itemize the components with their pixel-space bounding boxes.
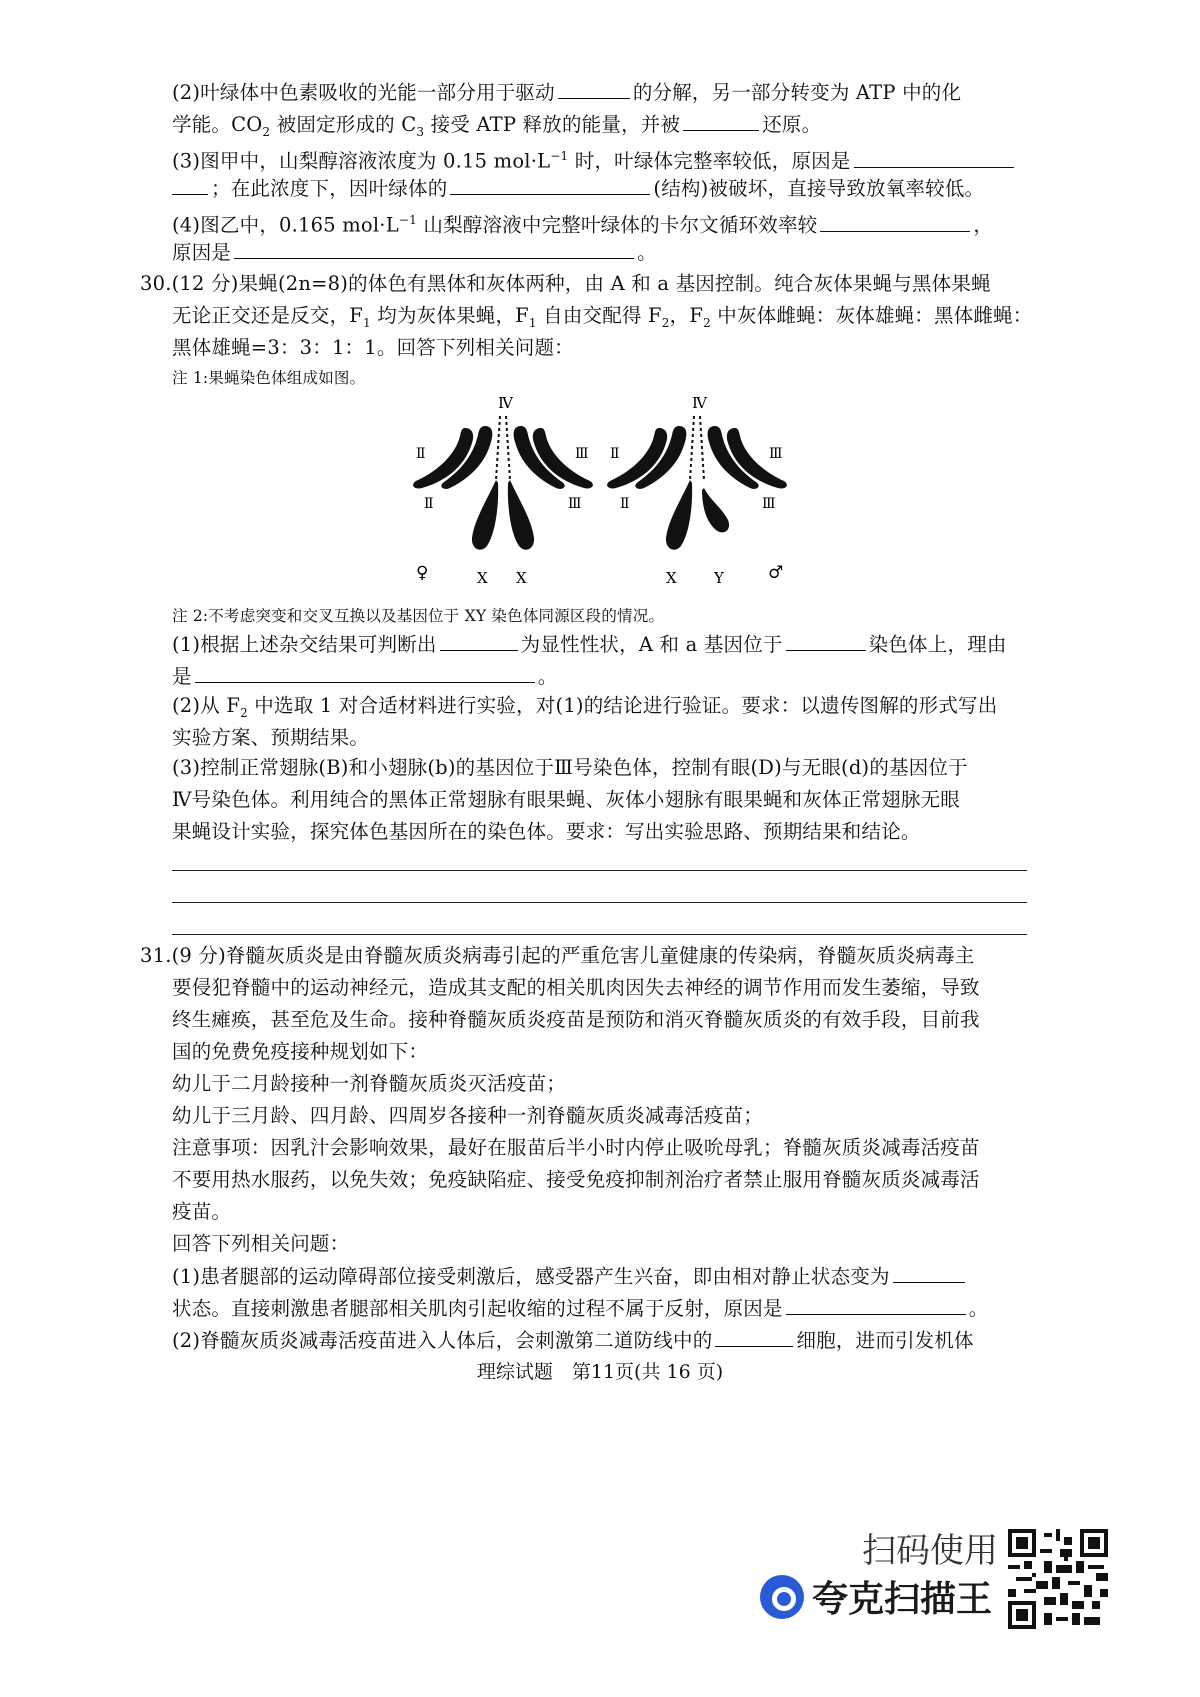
chr-label-ii: Ⅱ (610, 446, 620, 462)
chromosome-x (508, 480, 534, 550)
q30-note2: 注 2:不考虑突变和交叉互换以及基因位于 XY 染色体同源区段的情况。 (172, 607, 665, 625)
quark-logo-icon (760, 1575, 804, 1619)
q30-stem-line1: 30.(12 分)果蝇(2n=8)的体色有黑体和灰体两种，由 A 和 a 基因控制。纯合灰体果蝇与黑体果蝇 (140, 272, 991, 295)
q30-part3-line3: 果蝇设计实验，探究体色基因所在的染色体。要求：写出实验思路、预期结果和结论。 (172, 820, 921, 843)
chr-label-iv: Ⅳ (498, 394, 513, 412)
q30-part3-line2: Ⅳ号染色体。利用纯合的黑体正常翅脉有眼果蝇、灰体小翅脉有眼果蝇和灰体正常翅脉无眼 (172, 788, 960, 811)
answer-line[interactable] (172, 934, 1027, 935)
answer-blank[interactable] (234, 238, 634, 259)
chr-label-iv: Ⅳ (692, 394, 707, 412)
q30-part2-line1: (2)从 $F_2$ 中选取 1 对合适材料进行实验，对(1)的结论进行验证。要求：以遗传图解的形式写出 (172, 694, 998, 720)
q31-stem-line5: 幼儿于二月龄接种一剂脊髓灰质炎灭活疫苗； (172, 1072, 567, 1095)
female-symbol: ♀ (416, 563, 429, 583)
q29-part3-line1: (3)图甲中，山梨醇溶液浓度为 0.15 $mol\cdot L^{-1}$ 时，叶绿体完整率较低，原因是 (172, 142, 1017, 176)
chr-label-iii: Ⅲ (568, 496, 582, 512)
chromosome-x (666, 480, 692, 550)
sex-chr-label: X (516, 569, 527, 587)
q29-part2-line1: (2)叶绿体中色素吸收的光能一部分用于驱动 的分解，另一部分转变为 ATP 中的化 (172, 78, 961, 107)
q31-part2-line1: (2)脊髓灰质炎减毒活疫苗进入人体后，会刺激第二道防线中的 细胞，进而引发机体 (172, 1326, 974, 1355)
chr-label-iii: Ⅲ (762, 496, 776, 512)
answer-blank[interactable] (854, 147, 1014, 168)
chromosome-iv (700, 416, 704, 480)
q31-part1-line2: 状态。直接刺激患者腿部相关肌肉引起收缩的过程不属于反射，原因是 。 (172, 1294, 988, 1323)
q30-part1-line1: (1)根据上述杂交结果可判断出 为显性性状，A 和 a 基因位于 染色体上，理由 (172, 630, 1007, 659)
answer-blank[interactable] (440, 630, 518, 651)
male-symbol: ♂ (768, 563, 784, 583)
answer-blank[interactable] (683, 110, 759, 131)
brand-watermark (760, 1571, 1000, 1622)
chr-label-iii: Ⅲ (769, 446, 783, 462)
chromosome-iv (506, 416, 510, 480)
answer-blank[interactable] (786, 630, 866, 651)
chromosome-figure (400, 388, 810, 598)
female-karyotype (413, 394, 593, 587)
q30-stem-line2: 无论正交还是反交，$F_1$ 均为灰体果蝇，$F_1$ 自由交配得 $F_2$，$F_2$ 中灰体雌蝇：灰体雄蝇：黑体雌蝇： (172, 304, 1033, 330)
brand-name: 夸克扫描王 (812, 1579, 993, 1620)
chr-label-ii: Ⅱ (620, 496, 630, 512)
answer-blank[interactable] (893, 1262, 965, 1283)
answer-blank[interactable] (195, 662, 535, 683)
answer-blank[interactable] (450, 174, 650, 195)
chr-label-ii: Ⅱ (424, 496, 434, 512)
q29-part2-line2: 学能。$CO_2$ 被固定形成的 $C_3$ 接受 ATP 释放的能量，并被 还原。 (172, 110, 821, 146)
chromosome-y (702, 488, 729, 532)
male-karyotype (607, 394, 787, 587)
answer-blank[interactable] (786, 1294, 966, 1315)
q31-stem-line7: 注意事项：因乳汁会影响效果，最好在服苗后半小时内停止吸吮母乳；脊髓灰质炎减毒活疫苗 (172, 1136, 980, 1159)
qr-code-icon[interactable] (1008, 1529, 1108, 1629)
q31-stem-line3: 终生瘫痪，甚至危及生命。接种脊髓灰质炎疫苗是预防和消灭脊髓灰质炎的有效手段，目前我 (172, 1008, 980, 1031)
answer-blank[interactable] (172, 174, 208, 195)
q31-stem-line4: 国的免费免疫接种规划如下： (172, 1040, 429, 1063)
sex-chr-label: X (477, 569, 488, 587)
answer-line[interactable] (172, 902, 1027, 903)
answer-line[interactable] (172, 870, 1027, 871)
q31-stem-line6: 幼儿于三月龄、四月龄、四周岁各接种一剂脊髓灰质炎减毒活疫苗； (172, 1104, 764, 1127)
q31-stem-line1: 31.(9 分)脊髓灰质炎是由脊髓灰质炎病毒引起的严重危害儿童健康的传染病，脊髓灰质炎病毒主 (140, 944, 975, 967)
q30-part3-line1: (3)控制正常翅脉(B)和小翅脉(b)的基因位于Ⅲ号染色体，控制有眼(D)与无眼(d)的基因位于 (172, 756, 968, 779)
scan-label: 扫码使用 (862, 1531, 998, 1571)
page-footer: 理综试题 第11页(共 16 页) (476, 1361, 724, 1383)
chromosome-iv (690, 416, 694, 480)
q31-stem-line2: 要侵犯脊髓中的运动神经元，造成其支配的相关肌肉因失去神经的调节作用而发生萎缩，导致 (172, 976, 980, 999)
sex-chr-label: X (666, 569, 677, 587)
q30-note1: 注 1:果蝇染色体组成如图。 (172, 369, 366, 387)
q29-part4-line1: (4)图乙中，0.165 $mol\cdot L^{-1}$ 山梨醇溶液中完整叶绿体的卡尔文循环效率较 ， (172, 206, 993, 240)
q30-part2-line2: 实验方案、预期结果。 (172, 726, 370, 749)
answer-blank[interactable] (820, 211, 970, 232)
chromosome-x (472, 480, 498, 550)
answer-blank[interactable] (715, 1326, 793, 1347)
chr-label-ii: Ⅱ (416, 446, 426, 462)
q31-part1-line1: (1)患者腿部的运动障碍部位接受刺激后，感受器产生兴奋，即由相对静止状态变为 (172, 1262, 968, 1291)
q30-stem-line3: 黑体雄蝇=3：3：1：1。回答下列相关问题： (172, 336, 574, 359)
q31-stem-line8: 不要用热水服药，以免失效；免疫缺陷症、接受免疫抑制剂治疗者禁止服用脊髓灰质炎减毒活 (172, 1168, 980, 1191)
chr-label-iii: Ⅲ (575, 446, 589, 462)
q30-part1-line2: 是 。 (172, 662, 557, 691)
q31-stem-line9: 疫苗。 (172, 1200, 232, 1223)
q29-part4-line2: 原因是 。 (172, 238, 657, 267)
q31-stem-line10: 回答下列相关问题： (172, 1232, 350, 1255)
chromosome-iv (496, 416, 500, 480)
q29-part3-line2: ；在此浓度下，因叶绿体的 (结构)被破坏，直接导致放氧率较低。 (172, 174, 984, 203)
answer-blank[interactable] (558, 78, 630, 99)
sex-chr-label: Y (714, 569, 724, 587)
